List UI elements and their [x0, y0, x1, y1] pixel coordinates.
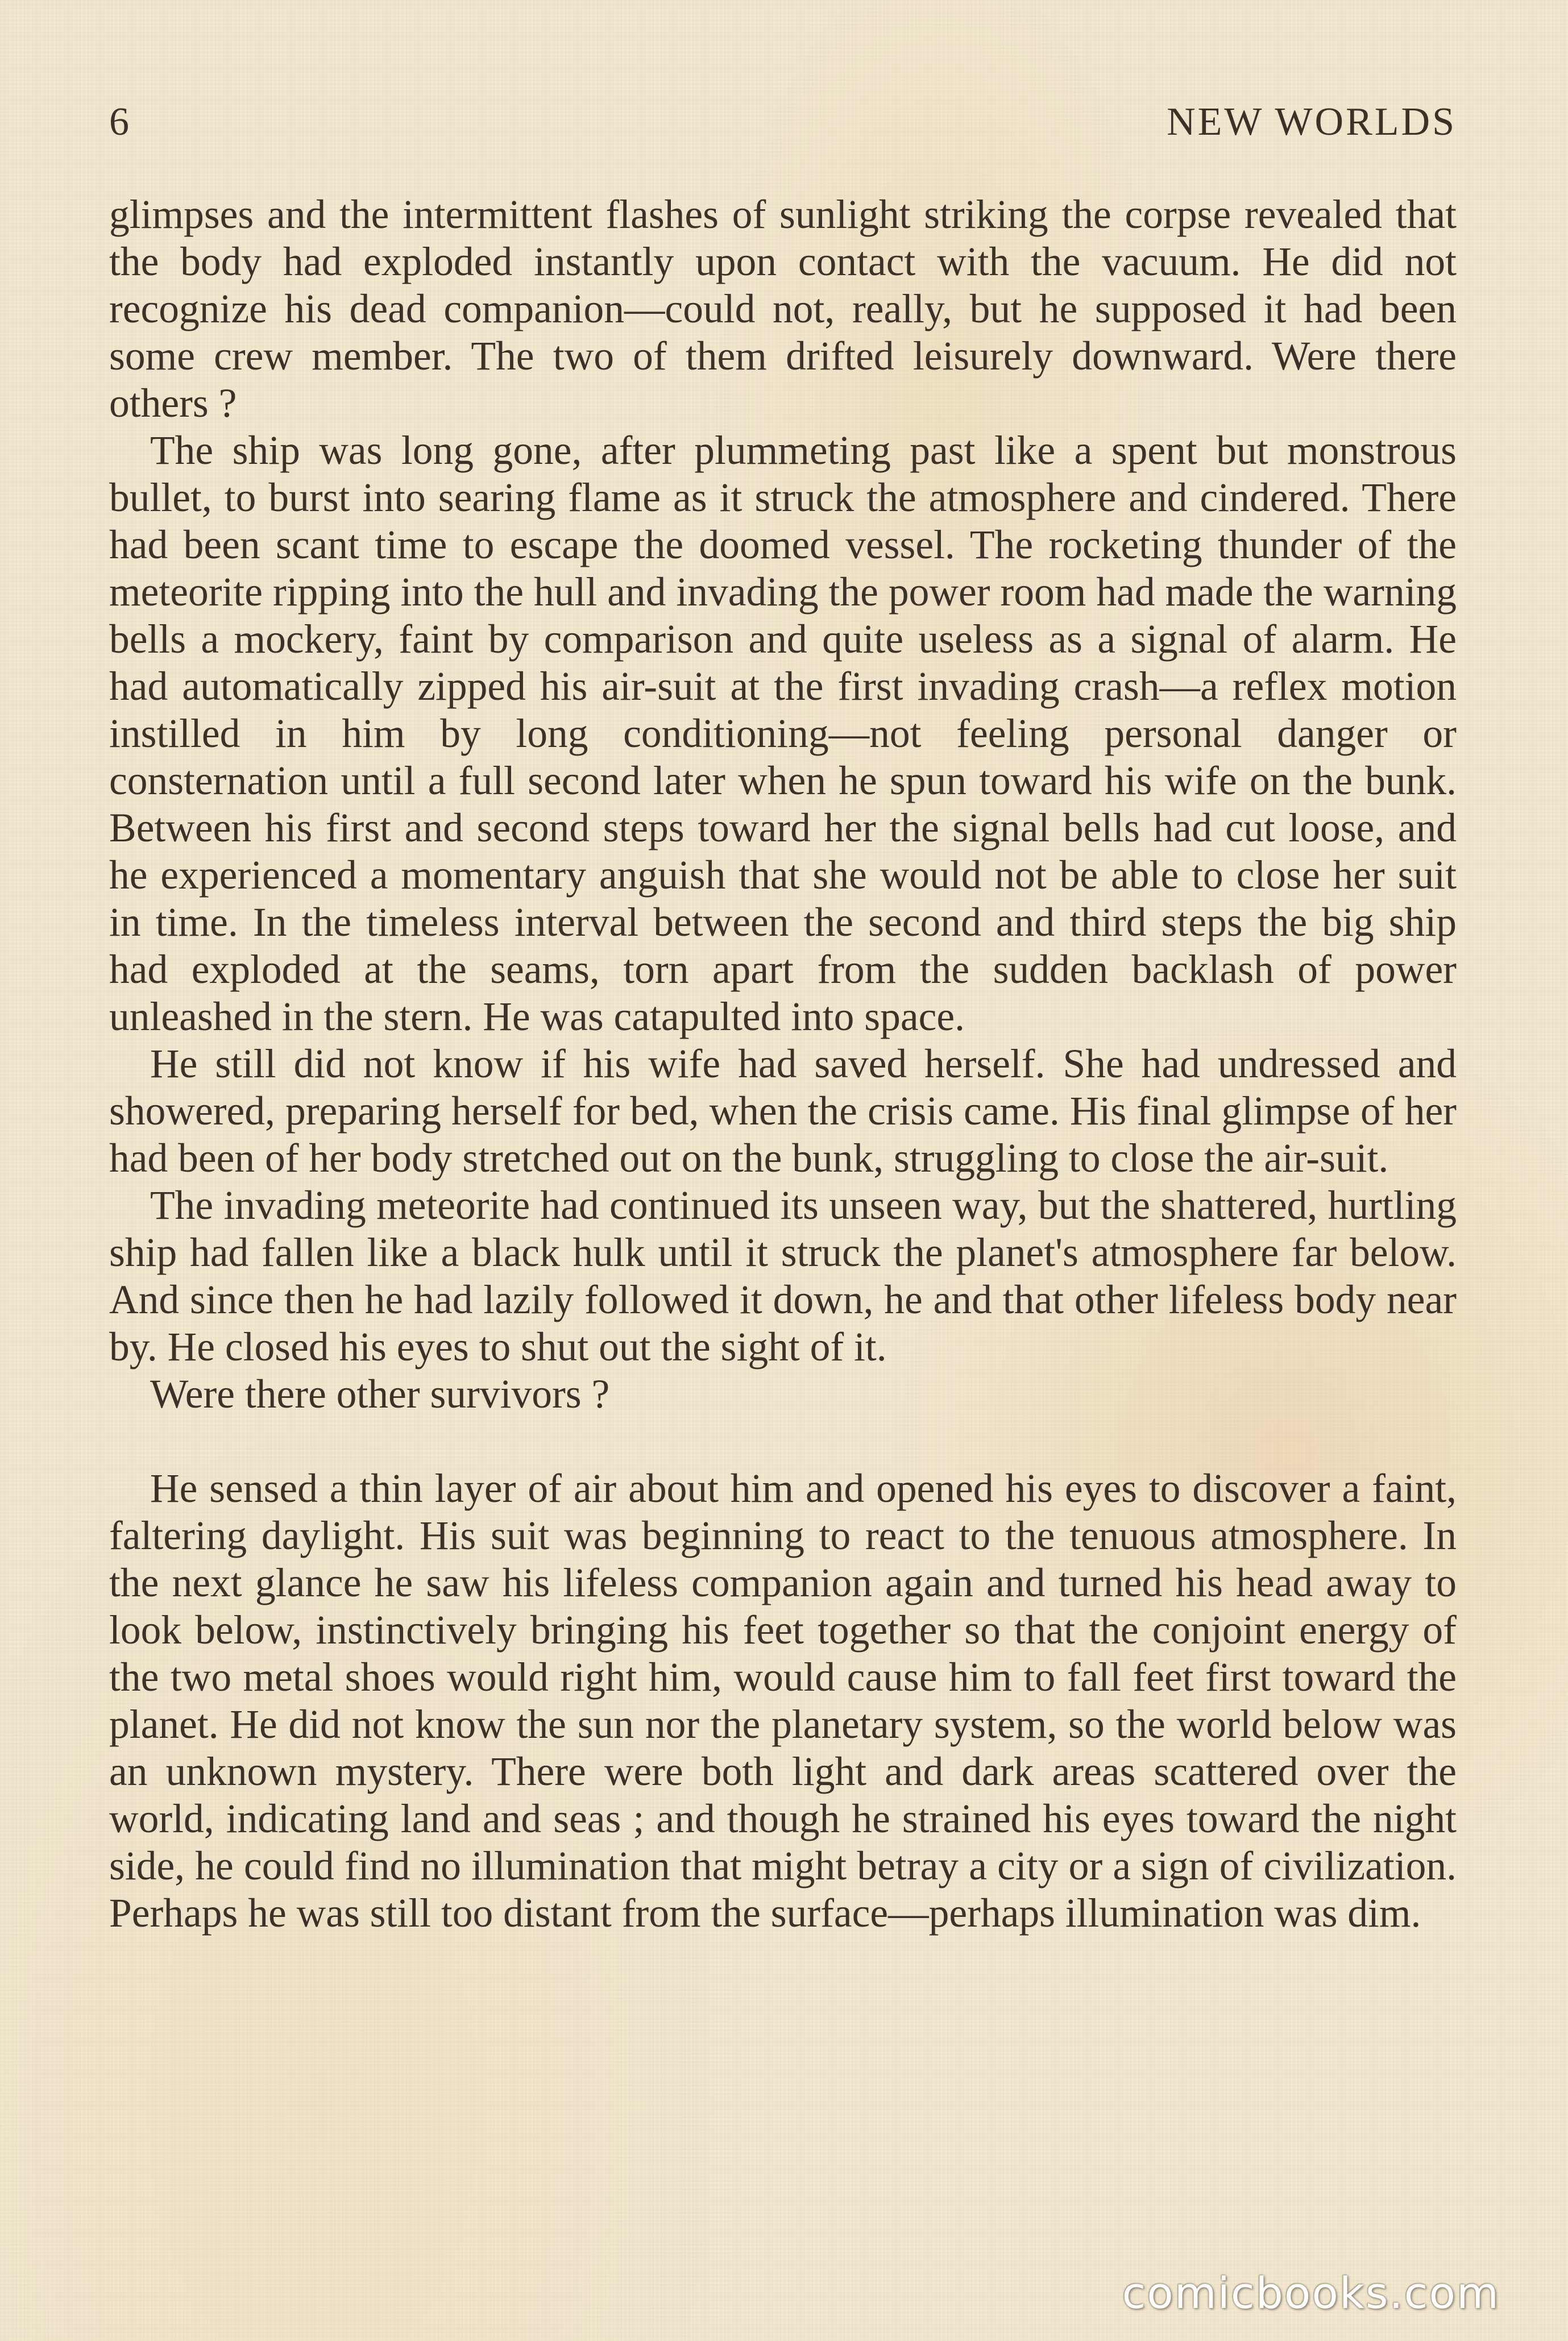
paragraph: Were there other survivors ?	[150, 1372, 610, 1417]
paragraph: The ship was long gone, after plummeting past like a spent but monstrous bullet, to burst into searing flame as it struck the atmosphere and cindered. There had been scant time to escape the doomed vessel. The rocketing thunder of the meteorite ripping into the hull and invading the power room had made the warning bells a mockery, faint by comparison and quite useless as a signal of alarm. He had automatically zipped his air-suit at the first invading crash—a reflex motion instilled in him by long conditioning—not feeling personal danger or consternation until a full second later when he spun toward his wife on the bunk. Between his first and second steps toward her the signal bells had cut loose, and he experienced a momentary anguish that she would not be able to close her suit in time. In the timeless interval between the second and third steps the big ship had exploded at the seams, torn apart from the sudden backlash of power unleashed in the stern. He was catapulted into space.	[109, 428, 1457, 1039]
paragraph-continued: glimpses and the intermittent flashes of sunlight striking the corpse revealed that the body had exploded instantly upon contact with the vacuum. He did not recognize his dead companion—could not, really, but he supposed it had been some crew member. The two of them drifted leisurely downward. Were there others ?	[109, 192, 1457, 426]
article-body	[109, 191, 1457, 1937]
paragraph: He still did not know if his wife had saved herself. She had undressed and showered, preparing herself for bed, when the crisis came. His final glimpse of her had been of her body stretched out on the bunk, struggling to close the air-suit.	[109, 1041, 1457, 1181]
page-number: 6	[109, 100, 129, 144]
page-header	[109, 91, 1457, 153]
running-title: NEW WORLDS	[1167, 100, 1457, 144]
watermark-text: comicbooks.com	[1122, 2268, 1500, 2318]
paragraph: He sensed a thin layer of air about him and opened his eyes to discover a faint, faltering daylight. His suit was beginning to react to the tenuous atmosphere. In the next glance he saw his lifeless companion again and turned his head away to look below, instinctively bringing his feet together so that the conjoint energy of the two metal shoes would right him, would cause him to fall feet first toward the planet. He did not know the sun nor the planetary system, so the world below was an unknown mystery. There were both light and dark areas scattered over the world, indicating land and seas ; and though he strained his eyes toward the night side, he could find no illumination that might betray a city or a sign of civilization. Perhaps he was still too distant from the surface—perhaps illumination was dim.	[109, 1466, 1457, 1936]
paragraph: The invading meteorite had continued its unseen way, but the shattered, hurtling ship had fallen like a black hulk until it struck the planet's atmosphere far below. And since then he had lazily followed it down, he and that other lifeless body near by. He closed his eyes to shut out the sight of it.	[109, 1183, 1457, 1369]
section-break	[109, 1418, 1457, 1465]
